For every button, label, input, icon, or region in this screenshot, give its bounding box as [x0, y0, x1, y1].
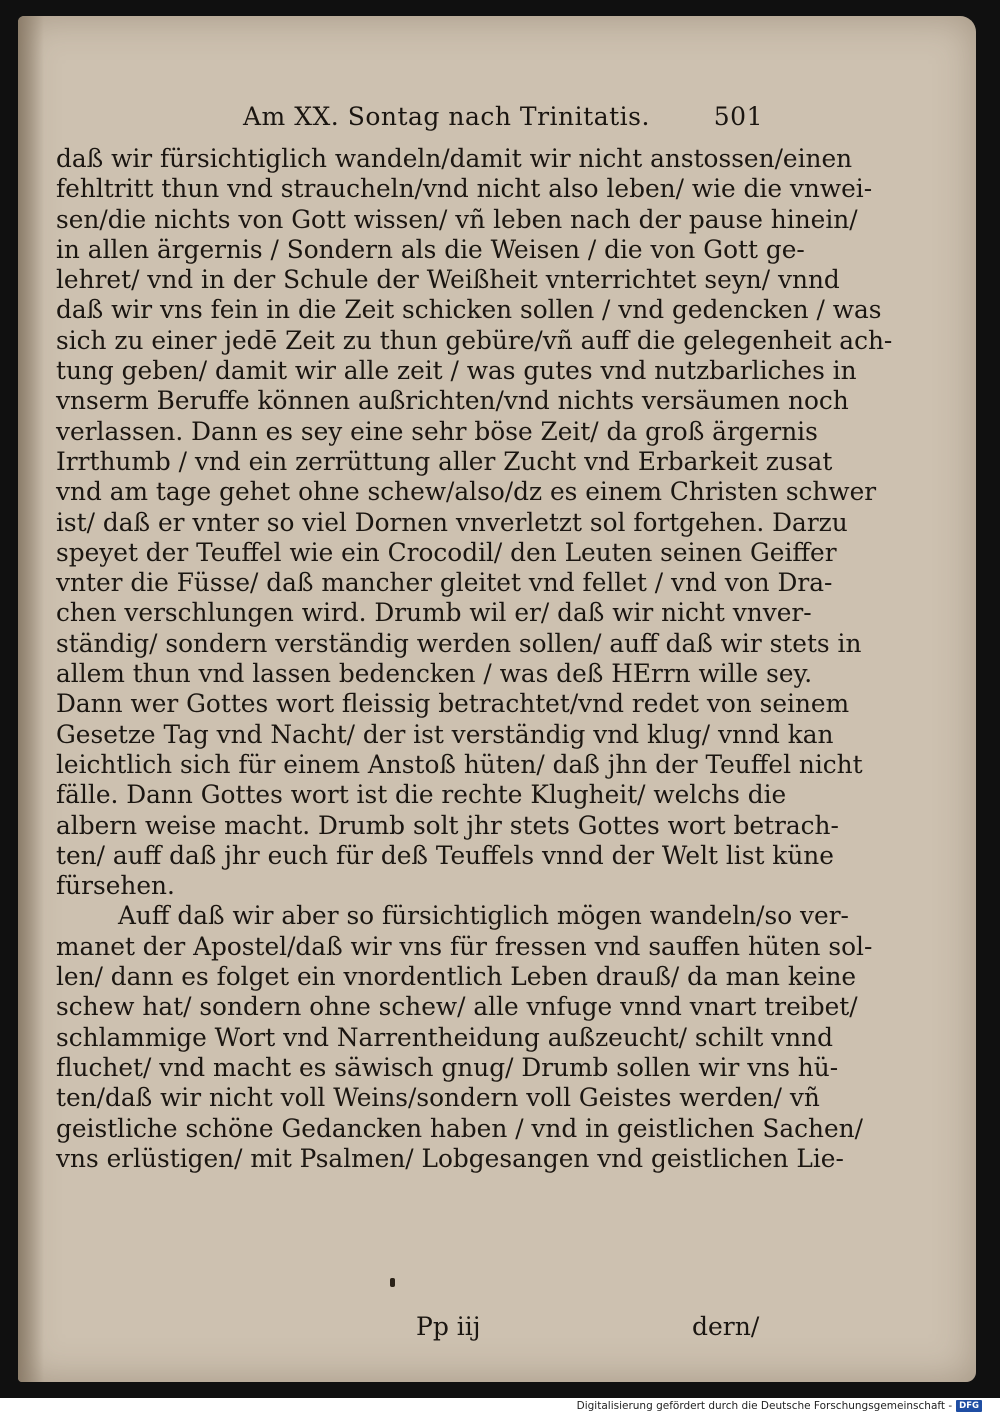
text-line: schew hat/ sondern ohne schew/ alle vnfuge vnnd vnart treibet/ — [56, 992, 858, 1022]
page-number: 501 — [713, 102, 763, 131]
text-line: fluchet/ vnd macht es säwisch gnug/ Drumb sollen wir vns hü- — [56, 1052, 839, 1082]
text-line: in allen ärgernis / Sondern als die Weisen / die von Gott ge- — [56, 234, 805, 264]
text-line: sen/die nichts von Gott wissen/ vñ leben nach der pause hinein/ — [56, 204, 858, 234]
text-line: leichtlich sich für einem Anstoß hüten/ daß jhn der Teuffel nicht — [56, 749, 863, 779]
text-line: Irrthumb / vnd ein zerrüttung aller Zucht vnd Erbarkeit zusat — [56, 446, 833, 476]
text-line: verlassen. Dann es sey eine sehr böse Zeit/ da groß ärgernis — [56, 416, 818, 446]
paragraph-start-line: Auff daß wir aber so fürsichtiglich mögen wandeln/so ver- — [118, 901, 849, 931]
digitization-credit — [577, 1400, 982, 1412]
text-line: chen verschlungen wird. Drumb wil er/ daß wir nicht vnver- — [56, 598, 812, 628]
text-line: geistliche schöne Gedancken haben / vnd in geistlichen Sachen/ — [56, 1113, 863, 1143]
book-page — [18, 16, 976, 1382]
text-line: fehltritt thun vnd straucheln/vnd nicht also leben/ wie die vnwei- — [56, 174, 873, 204]
text-line: tung geben/ damit wir alle zeit / was gutes vnd nutzbarliches in — [56, 356, 857, 386]
text-line: daß wir vns fein in die Zeit schicken sollen / vnd gedencken / was — [56, 295, 882, 325]
text-line: albern weise macht. Drumb solt jhr stets Gottes wort betrach- — [56, 810, 839, 840]
text-line: len/ dann es folget ein vnordentlich Leben drauß/ da man keine — [56, 962, 857, 992]
running-title: Am XX. Sontag nach Trinitatis. — [243, 102, 650, 131]
text-line: vns erlüstigen/ mit Psalmen/ Lobgesangen vnd geistlichen Lie- — [56, 1143, 844, 1173]
text-line: ist/ daß er vnter so viel Dornen vnverletzt sol fortgehen. Darzu — [56, 507, 848, 537]
page-header — [243, 102, 763, 136]
credit-text: Digitalisierung gefördert durch die Deutsche Forschungsgemeinschaft - — [576, 1400, 953, 1412]
text-line: lehret/ vnd in der Schule der Weißheit vnterrichtet seyn/ vnnd — [56, 265, 840, 295]
text-line: schlammige Wort vnd Narrentheidung außzeucht/ schilt vnnd — [56, 1022, 833, 1052]
page-footer — [56, 1312, 786, 1348]
text-line: fälle. Dann Gottes wort ist die rechte Klugheit/ welchs die — [56, 780, 787, 810]
text-line: Dann wer Gottes wort fleissig betrachtet/vnd redet von seinem — [56, 689, 850, 719]
text-line: allem thun vnd lassen bedencken / was deß HErrn wille sey. — [56, 659, 813, 689]
text-line: Gesetze Tag vnd Nacht/ der ist verständig vnd klug/ vnnd kan — [56, 719, 834, 749]
text-line: speyet der Teuffel wie ein Crocodil/ den Leuten seinen Geiffer — [56, 537, 837, 567]
dfg-logo: DFG — [956, 1400, 982, 1412]
text-line: vnter die Füsse/ daß mancher gleitet vnd fellet / vnd von Dra- — [56, 568, 833, 598]
text-line: daß wir fürsichtiglich wandeln/damit wir nicht anstossen/einen — [56, 144, 853, 173]
body-text — [56, 144, 893, 1341]
catchword: dern/ — [692, 1312, 760, 1341]
text-line: ten/ auff daß jhr euch für deß Teuffels vnnd der Welt list küne — [56, 840, 834, 870]
page-spine-shadow — [18, 16, 44, 1382]
text-line: manet der Apostel/daß wir vns für fressen vnd sauffen hüten sol- — [56, 931, 873, 961]
text-line: vnd am tage gehet ohne schew/also/dz es einem Christen schwer — [56, 477, 877, 507]
text-line: vnserm Beruffe können außrichten/vnd nichts versäumen noch — [56, 386, 849, 416]
ink-speck — [390, 1278, 395, 1287]
text-line: fürsehen. — [56, 871, 175, 901]
signature-mark: Pp iij — [416, 1312, 481, 1341]
text-line: ten/daß wir nicht voll Weins/sondern voll Geistes werden/ vñ — [56, 1083, 820, 1113]
text-line: sich zu einer jedē Zeit zu thun gebüre/vñ auff die gelegenheit ach- — [56, 325, 893, 355]
text-line: ständig/ sondern verständig werden sollen/ auff daß wir stets in — [56, 628, 862, 658]
